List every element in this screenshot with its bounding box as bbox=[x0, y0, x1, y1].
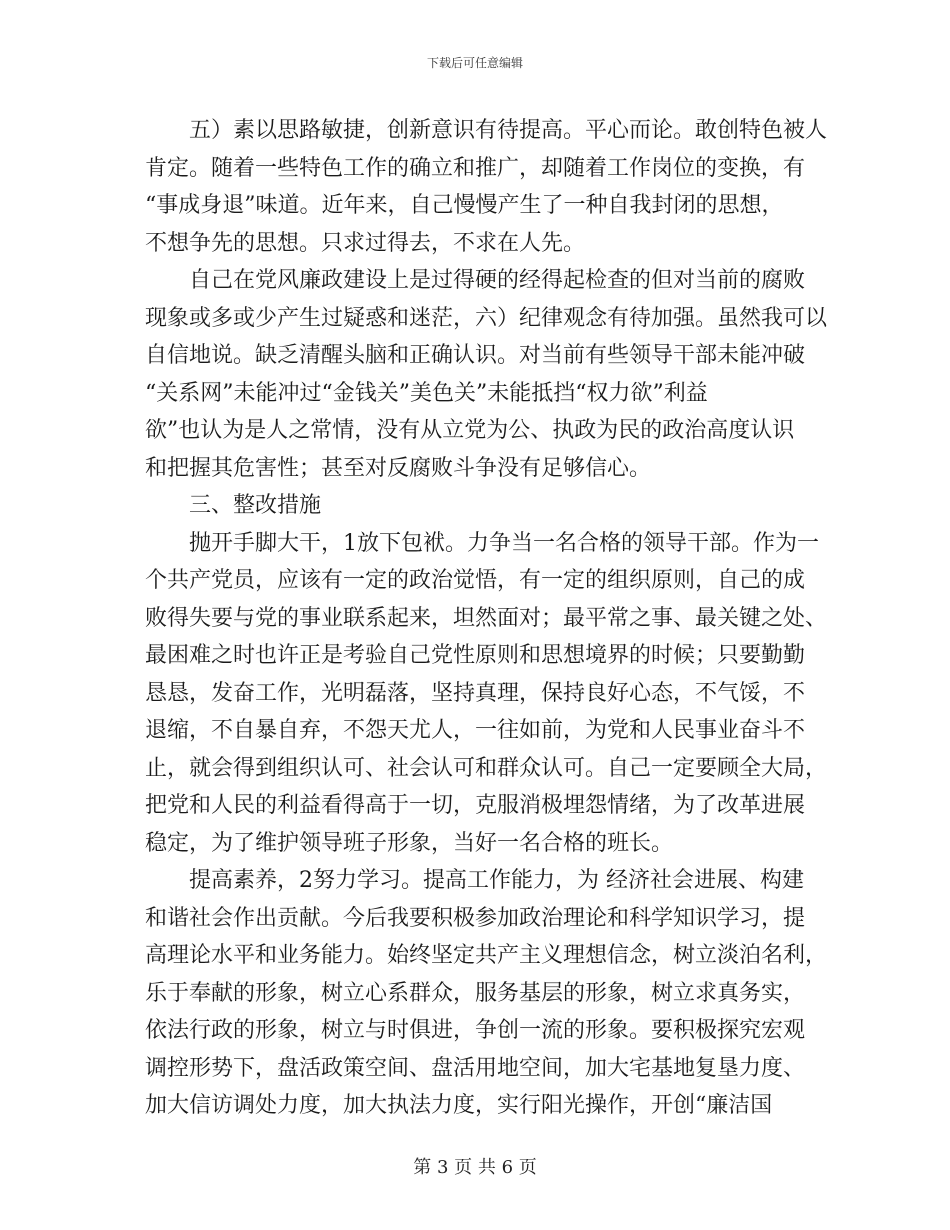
text-line: “关系网”未能冲过“金钱关”美色关”未能抵挡“权力欲”利益 bbox=[145, 380, 708, 406]
body-text bbox=[145, 112, 828, 1125]
text-line: 败得失要与党的事业联系起来，坦然面对；最平常之事、最关键之处、 bbox=[145, 605, 828, 631]
text-line: “事成身退”味道。近年来，自己慢慢产生了一种自我封闭的思想， bbox=[145, 193, 784, 218]
page-footer: 第 3 页 共 6 页 bbox=[413, 1157, 537, 1178]
section-heading: 三、整改措施 bbox=[189, 493, 322, 518]
text-line: 最困难之时也许正是考验自己党性原则和思想境界的时候；只要勤勤 bbox=[145, 643, 806, 668]
text-line: 恳恳，发奋工作，光明磊落，坚持真理，保持良好心态，不气馁，不 bbox=[145, 680, 806, 706]
text-line: 现象或多或少产生过疑惑和迷茫，六）纪律观念有待加强。虽然我可以 bbox=[145, 305, 828, 331]
text-line: 抛开手脚大干，1放下包袱。力争当一名合格的领导干部。作为一 bbox=[189, 530, 819, 556]
text-line: 和把握其危害性；甚至对反腐败斗争没有足够信心。 bbox=[145, 455, 652, 481]
text-line: 自信地说。缺乏清醒头脑和正确认识。对当前有些领导干部未能冲破 bbox=[145, 343, 806, 368]
page-header: 下载后可任意编辑 bbox=[426, 56, 523, 70]
text-line: 退缩，不自暴自弃，不怨天尤人，一往如前，为党和人民事业奋斗不 bbox=[145, 718, 806, 743]
text-line: 肯定。随着一些特色工作的确立和推广，却随着工作岗位的变换，有 bbox=[145, 155, 806, 181]
text-line: 稳定，为了维护领导班子形象，当好一名合格的班长。 bbox=[145, 830, 674, 856]
text-line: 止，就会得到组织认可、社会认可和群众认可。自己一定要顾全大局， bbox=[145, 755, 828, 781]
text-line: 欲”也认为是人之常情，没有从立党为公、执政为民的政治高度认识 bbox=[145, 418, 795, 443]
text-line: 依法行政的形象，树立与时俱进，争创一流的形象。要积极探究宏观 bbox=[145, 1018, 806, 1043]
text-line: 加大信访调处力度，加大执法力度，实行阳光操作，开创“廉洁国 bbox=[145, 1093, 773, 1118]
text-line: 乐于奉献的形象，树立心系群众，服务基层的形象，树立求真务实， bbox=[145, 980, 806, 1006]
text-line: 高理论水平和业务能力。始终坚定共产主义理想信念，树立淡泊名利， bbox=[145, 943, 828, 968]
text-line: 自己在党风廉政建设上是过得硬的经得起检查的但对当前的腐败 bbox=[189, 268, 806, 293]
text-line: 把党和人民的利益看得高于一切，克服消极埋怨情绪，为了改革进展 bbox=[145, 793, 806, 818]
text-line: 和谐社会作出贡献。今后我要积极参加政治理论和科学知识学习，提 bbox=[145, 905, 806, 931]
text-line: 个共产党员，应该有一定的政治觉悟，有一定的组织原则，自己的成 bbox=[145, 568, 806, 593]
text-line: 调控形势下，盘活政策空间、盘活用地空间，加大宅基地复垦力度、 bbox=[145, 1055, 806, 1081]
text-line: 不想争先的思想。只求过得去，不求在人先。 bbox=[145, 230, 586, 256]
text-line: 五）素以思路敏捷，创新意识有待提高。平心而论。敢创特色被人 bbox=[189, 118, 828, 143]
text-line: 提高素养，2努力学习。提高工作能力，为 经济社会进展、构建 bbox=[189, 868, 804, 893]
